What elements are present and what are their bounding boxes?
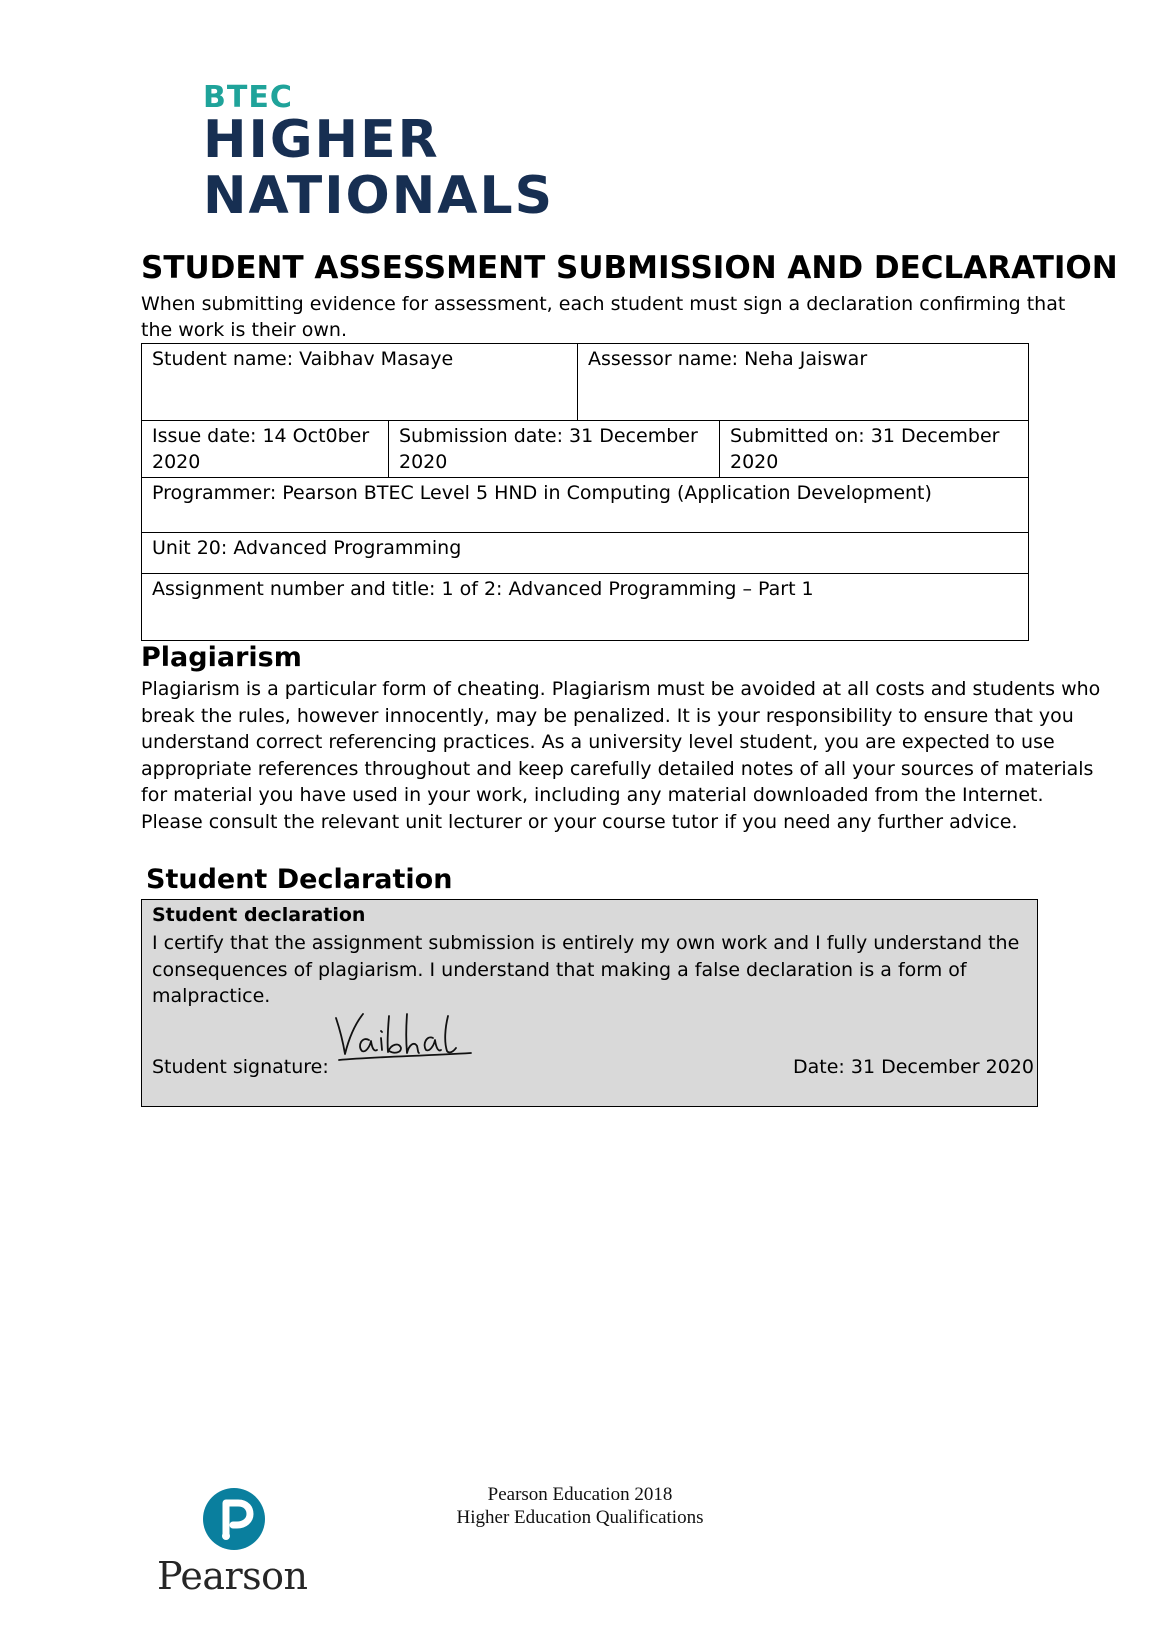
declaration-subheading: Student declaration <box>152 904 366 926</box>
declaration-box <box>141 899 1038 1107</box>
footer-line-1: Pearson Education 2018 <box>487 1484 673 1505</box>
assessor-name-cell: Assessor name: Neha Jaiswar <box>578 344 1029 421</box>
declaration-date: Date: 31 December 2020 <box>793 1056 1034 1078</box>
student-name-cell: Student name: Vaibhav Masaye <box>142 344 578 421</box>
submitted-on-cell: Submitted on: 31 December 2020 <box>720 421 1029 478</box>
pearson-logo-word: Pearson <box>157 1554 308 1598</box>
page-title: STUDENT ASSESSMENT SUBMISSION AND DECLARATION <box>141 250 1118 286</box>
logo-nationals: NATIONALS <box>203 166 555 226</box>
signature-image <box>331 1008 481 1068</box>
btec-logo-text: BTEC <box>203 80 293 115</box>
signature-label: Student signature: <box>152 1056 329 1078</box>
programmer-cell: Programmer: Pearson BTEC Level 5 HND in Computing (Application Development) <box>142 478 1029 533</box>
plagiarism-text: Plagiarism is a particular form of cheating. Plagiarism must be avoided at all costs and students who break the rules, however innocently, may be penalized. It is your responsibility to ensure that you understand correct referencing practices. As a university level student, you are expected to use appropriate references throughout and keep carefully detailed notes of all your sources of materials for material you have used in your work, including any material downloaded from the Internet. Please consult the relevant unit lecturer or your course tutor if you need any further advice. <box>141 678 1101 833</box>
footer-line-2: Higher Education Qualifications <box>456 1507 704 1528</box>
unit-cell: Unit 20: Advanced Programming <box>142 533 1029 574</box>
submission-table <box>141 343 1029 641</box>
footer <box>430 1483 730 1529</box>
pearson-logo-icon <box>202 1486 266 1552</box>
plagiarism-heading: Plagiarism <box>141 642 302 673</box>
declaration-heading: Student Declaration <box>146 864 453 895</box>
logo-higher: HIGHER <box>203 110 440 170</box>
submission-date-cell: Submission date: 31 December 2020 <box>389 421 720 478</box>
declaration-text: I certify that the assignment submission is entirely my own work and I fully understand the consequences of plagiarism. I understand that making a false declaration is a form of malpractice. <box>152 932 1020 1008</box>
assignment-cell: Assignment number and title: 1 of 2: Advanced Programming – Part 1 <box>142 574 1029 641</box>
intro-text: When submitting evidence for assessment, each student must sign a declaration confirming that the work is their own. <box>141 293 1066 341</box>
issue-date-cell: Issue date: 14 Oct0ber 2020 <box>142 421 389 478</box>
